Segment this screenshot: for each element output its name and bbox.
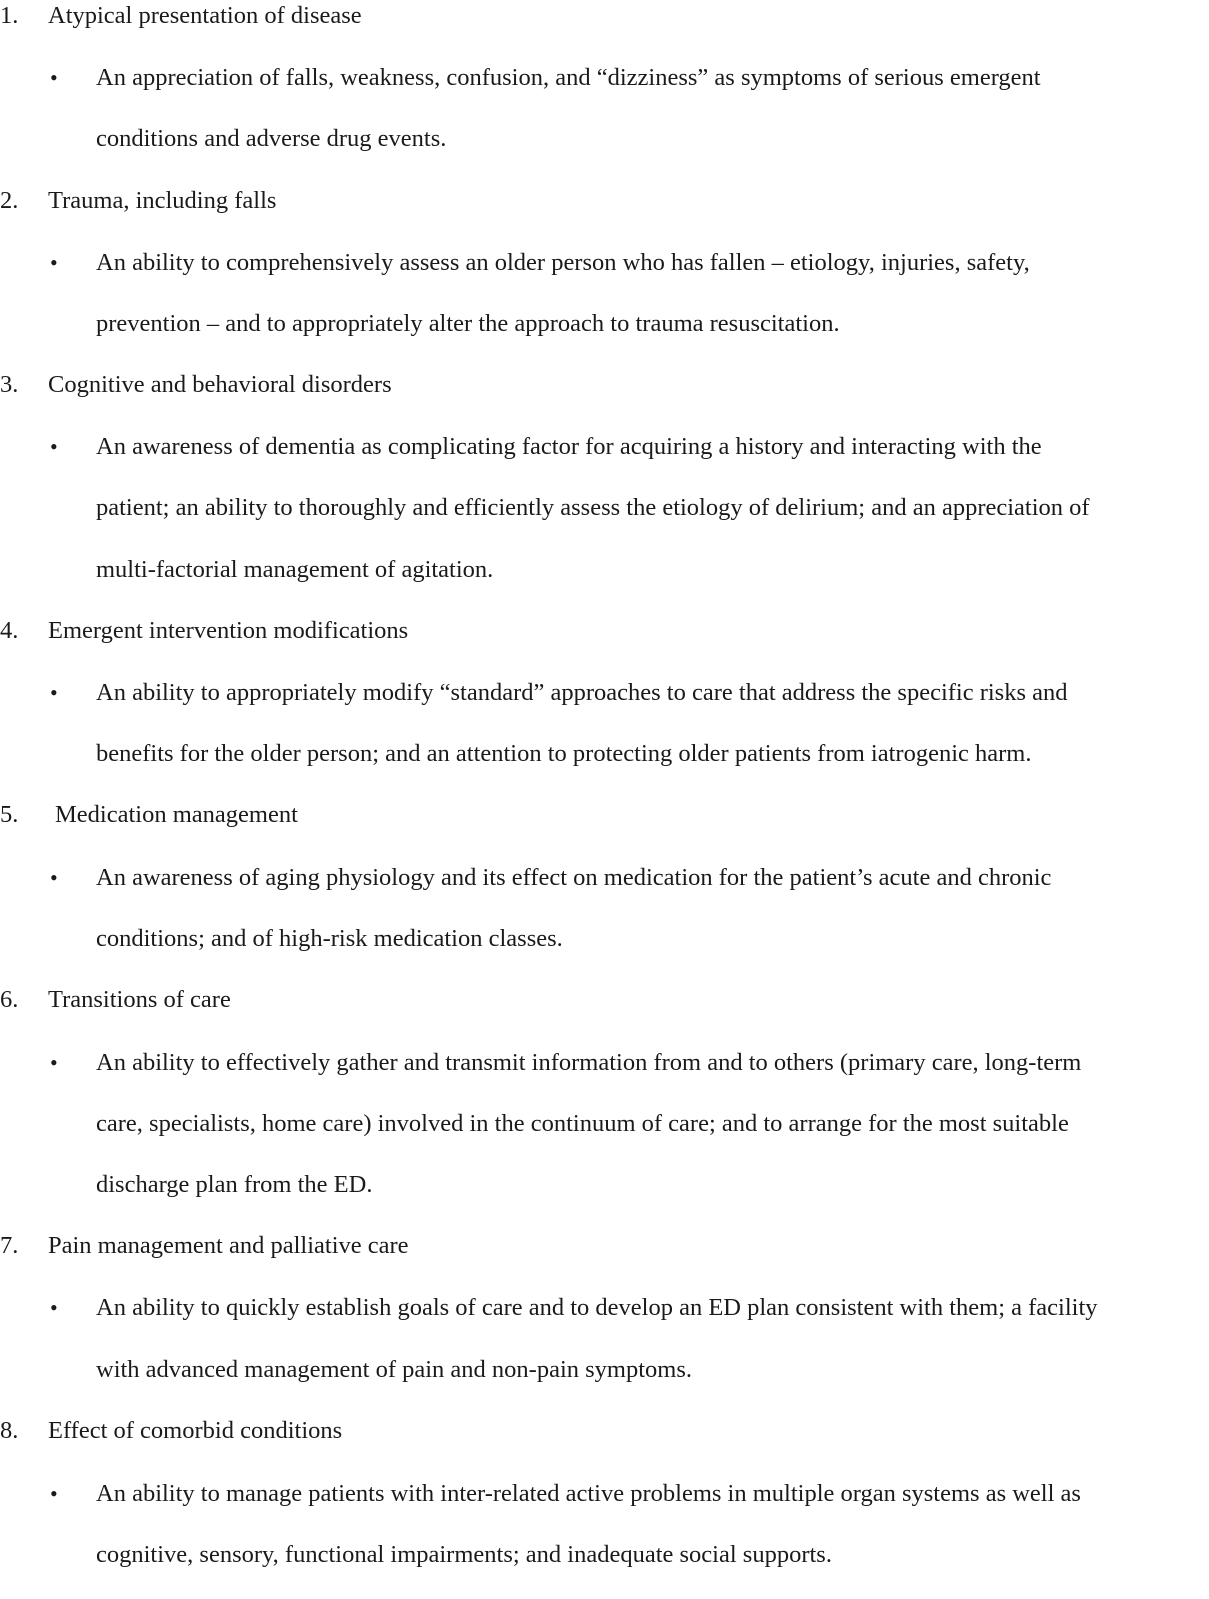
item-description-line: conditions; and of high-risk medication classes.	[96, 925, 563, 952]
bullet-icon: •	[50, 1481, 58, 1506]
item-description-line: An ability to comprehensively assess an older person who has fallen – etiology, injuries, safety,	[96, 249, 1030, 276]
item-description-line: An appreciation of falls, weakness, confusion, and “dizziness” as symptoms of serious emergent	[96, 64, 1041, 91]
item-title: Atypical presentation of disease	[48, 2, 362, 29]
bullet-icon: •	[50, 250, 58, 275]
item-number: 1.	[0, 2, 19, 29]
bullet-icon: •	[50, 865, 58, 890]
item-description-line: patient; an ability to thoroughly and efficiently assess the etiology of delirium; and an appreciation of	[96, 494, 1090, 521]
item-description-line: discharge plan from the ED.	[96, 1171, 373, 1198]
item-number: 5.	[0, 801, 19, 828]
item-number: 8.	[0, 1417, 19, 1444]
item-title: Medication management	[55, 801, 298, 828]
item-description-line: with advanced management of pain and non-pain symptoms.	[96, 1356, 693, 1383]
item-description-line: conditions and adverse drug events.	[96, 125, 447, 152]
item-title: Trauma, including falls	[48, 187, 277, 214]
item-number: 2.	[0, 187, 19, 214]
item-title: Cognitive and behavioral disorders	[48, 371, 392, 398]
item-description-line: An ability to effectively gather and transmit information from and to others (primary care, long-term	[96, 1049, 1082, 1076]
item-description-line: cognitive, sensory, functional impairments; and inadequate social supports.	[96, 1541, 832, 1568]
item-description-line: multi-factorial management of agitation.	[96, 556, 494, 583]
bullet-icon: •	[50, 1295, 58, 1320]
item-description-line: An ability to manage patients with inter-related active problems in multiple organ systems as well as	[96, 1480, 1081, 1507]
bullet-icon: •	[50, 65, 58, 90]
item-number: 3.	[0, 371, 19, 398]
item-title: Transitions of care	[48, 986, 231, 1013]
item-description-line: An ability to quickly establish goals of care and to develop an ED plan consistent with them; a facility	[96, 1294, 1098, 1321]
bullet-icon: •	[50, 680, 58, 705]
item-description-line: prevention – and to appropriately alter the approach to trauma resuscitation.	[96, 310, 840, 337]
item-description-line: An awareness of aging physiology and its effect on medication for the patient’s acute and chronic	[96, 864, 1052, 891]
item-title: Pain management and palliative care	[48, 1232, 409, 1259]
bullet-icon: •	[50, 434, 58, 459]
item-title: Emergent intervention modifications	[48, 617, 409, 644]
item-number: 6.	[0, 986, 19, 1013]
item-number: 4.	[0, 617, 19, 644]
item-description-line: An awareness of dementia as complicating factor for acquiring a history and interacting with the	[96, 433, 1042, 460]
item-title: Effect of comorbid conditions	[48, 1417, 343, 1444]
item-description-line: benefits for the older person; and an attention to protecting older patients from iatrogenic harm.	[96, 740, 1032, 767]
item-description-line: care, specialists, home care) involved in the continuum of care; and to arrange for the most suitable	[96, 1110, 1069, 1137]
item-description-line: An ability to appropriately modify “standard” approaches to care that address the specific risks and	[96, 679, 1068, 706]
item-number: 7.	[0, 1232, 19, 1259]
bullet-icon: •	[50, 1050, 58, 1075]
